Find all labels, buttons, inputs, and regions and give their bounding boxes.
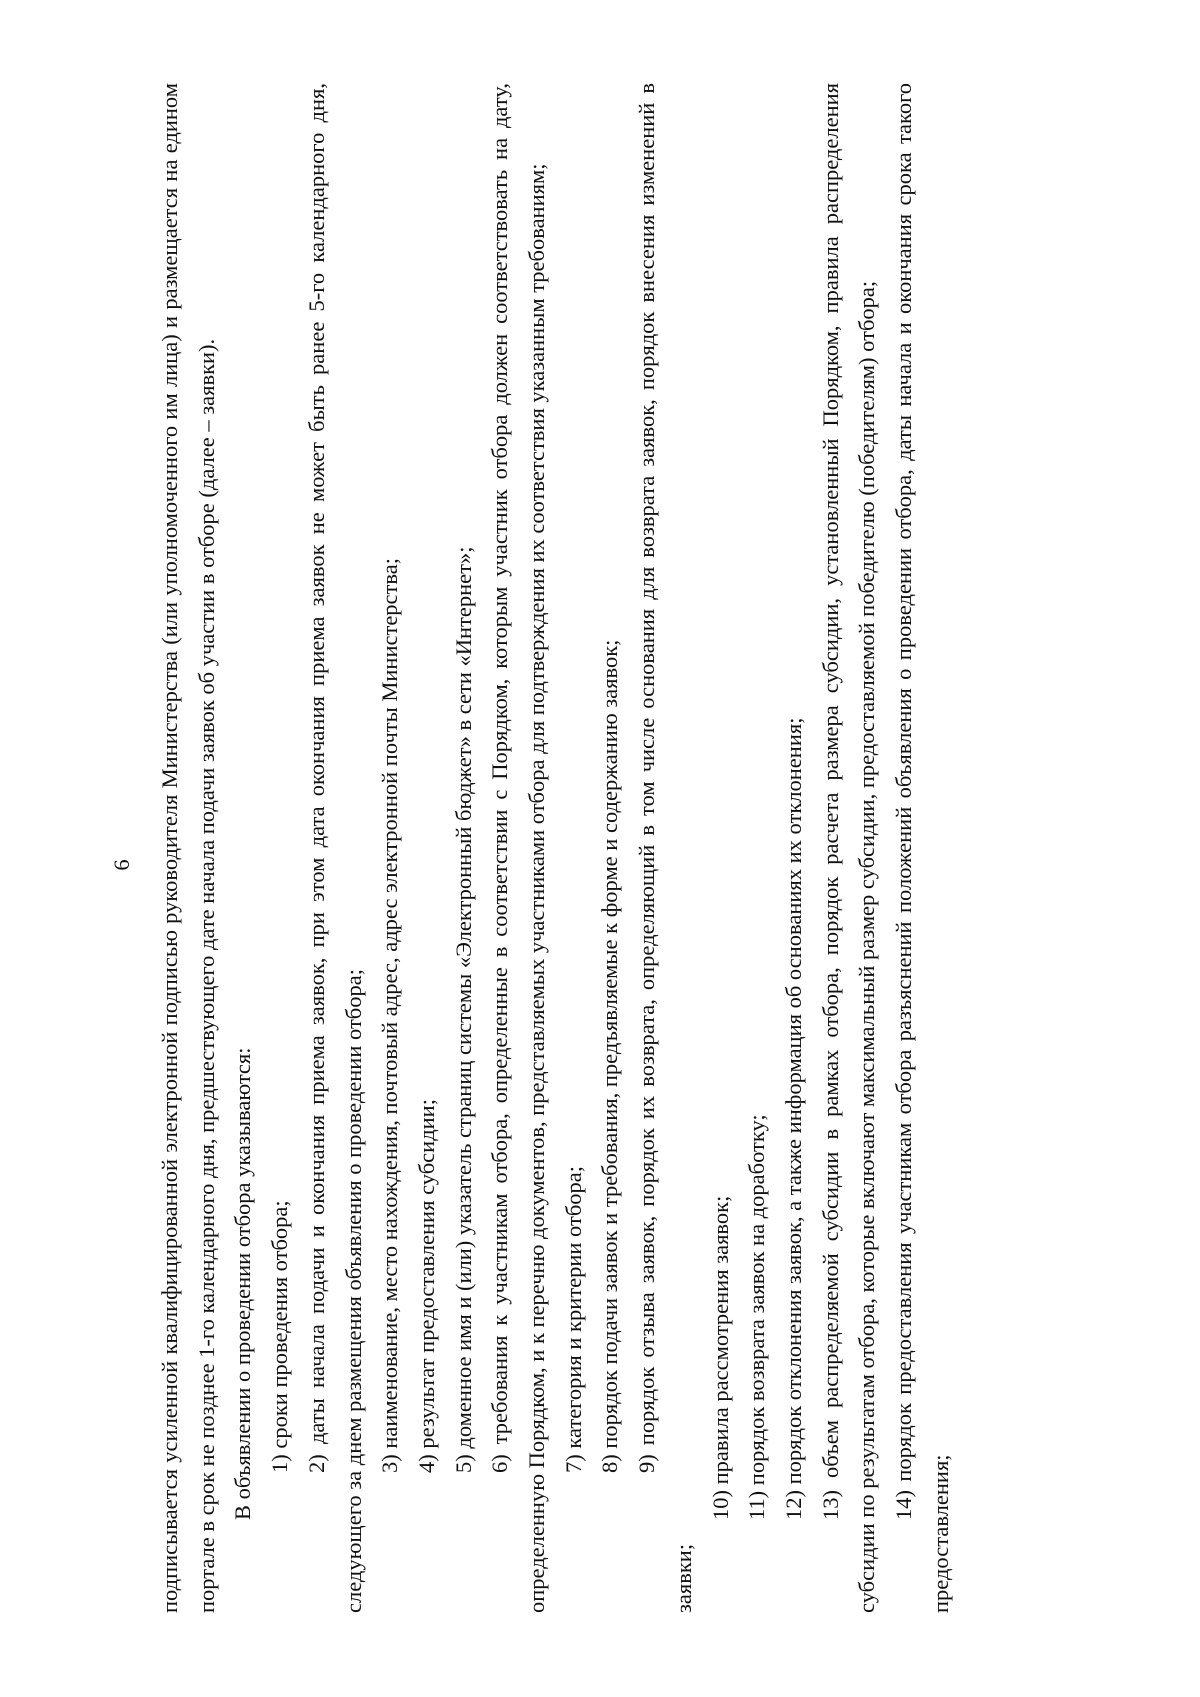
list-item-11: 11) порядок возврата заявок на доработку; [744, 1114, 770, 1520]
list-item-7: 7) категория и критерии отбора; [560, 1165, 586, 1473]
list-item-6: 6) требования к участникам отбора, определенные в соответствии с Порядком, которым участник отбора должен соответствовать на дату, определенную Порядком, и к перечню документов, представляемых участниками отбора для подтверждения их соответствия указанным требованиям; [487, 83, 550, 1613]
document-body [152, 65, 959, 1665]
rotated-text-block [92, 65, 1072, 1665]
paragraph-continuation: подписывается усиленной квалифицированной электронной подписью руководителя Министерства (или уполномоченного им лица) и размещается на едином портале в срок не позднее 1-го календарного дня, предшествующего дате начала подачи заявок об участии в отборе (далее – заявки). [157, 83, 219, 1613]
list-item-9: 9) порядок отзыва заявок, порядок их возврата, определяющий в том числе основания для возврата заявок, порядок внесения изменений в заявки; [634, 83, 696, 1613]
list-item-5: 5) доменное имя и (или) указатель страниц системы «Электронный бюджет» в сети «Интернет»; [450, 546, 476, 1473]
page-number: 6 [109, 859, 134, 871]
list-item-14: 14) порядок предоставления участникам отбора разъяснений положений объявления о проведении отбора, даты начала и окончания срока такого предоставления; [891, 83, 953, 1613]
list-item-10: 10) правила рассмотрения заявок; [707, 1195, 733, 1520]
list-item-3: 3) наименование, место нахождения, почтовый адрес, адрес электронной почты Министерства; [377, 558, 403, 1473]
paragraph-intro: В объявлении о проведении отбора указываются: [230, 1047, 256, 1520]
list-item-2: 2) даты начала подачи и окончания приема заявок, при этом дата окончания приема заявок не может быть ранее 5-го календарного дня, следующего за днем размещения объявления о проведении отбора; [303, 83, 366, 1613]
list-item-4: 4) результат предоставления субсидии; [413, 1099, 439, 1473]
list-item-13: 13) объем распределяемой субсидии в рамках отбора, порядок расчета размера субсидии, установленный Порядком, правила распределения субсидии по результатам отбора, которые включают максимальный размер субсидии, предоставляемой победителю (победителям) отбора; [817, 83, 880, 1613]
list-item-1: 1) сроки проведения отбора; [267, 1200, 293, 1473]
list-item-8: 8) порядок подачи заявок и требования, предъявляемые к форме и содержанию заявок; [597, 639, 623, 1473]
list-item-12: 12) порядок отклонения заявок, а также информация об основаниях их отклонения; [780, 717, 806, 1520]
